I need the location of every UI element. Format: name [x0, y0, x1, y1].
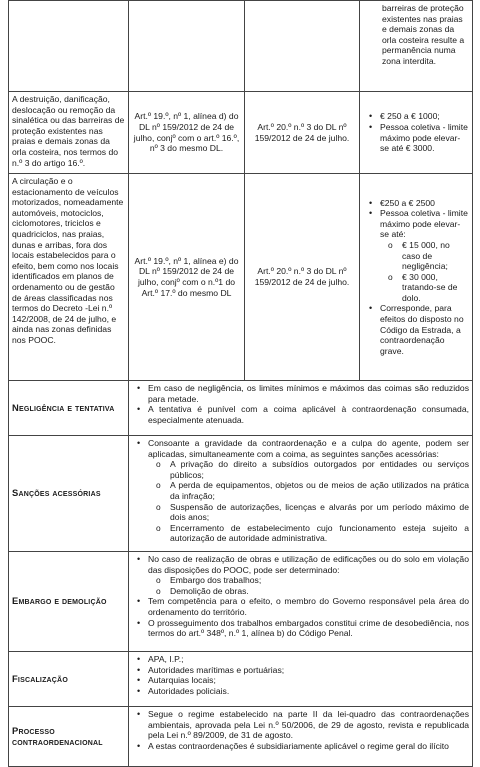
- table-row: [9, 1, 473, 92]
- table-cell: [129, 1, 245, 92]
- offense-description: A destruição, danificação, deslocação ou remoção da sinalética ou das barreiras de proteção existentes nas praias e demais zonas da orla costeira, nos termos do n.º 3 do artigo 16.º.: [9, 92, 129, 174]
- penalty-reference: Art.º 20.º n.º 3 do DL nº 159/2012 de 24 de julho.: [245, 174, 360, 381]
- document-page: [8, 0, 472, 767]
- sub-list-item: o Demolição de obras.: [170, 586, 469, 597]
- section-title: Negligência e tentativa: [9, 381, 129, 436]
- list-item-text: No caso de realização de obras e utilização de edificações ou do solo em violação das disposições do POOC, pode ser determinado:: [148, 554, 469, 575]
- section-title: Fiscalização: [9, 652, 129, 707]
- penalty-reference: Art.º 20.º n.º 3 do DL nº 159/2012 de 24 de julho.: [245, 92, 360, 174]
- section-title: Sanções acessórias: [9, 436, 129, 552]
- table-row: [9, 174, 473, 381]
- sub-list-item: o € 15 000, no caso de negligência;: [402, 240, 469, 272]
- offense-description: A circulação e o estacionamento de veículos motorizados, nomeadamente automóveis, motociclos, ciclomotores, triciclos e quadriciclos, nas praias, dunas e arribas, fora dos locais estabelecidos para o efeito, bem como nos locais identificados em planos de ordenamento ou de gestão de áreas classificadas nos termos do Decreto -Lei n.º 142/2008, de 24 de julho, e ainda nas zonas definidas nos POOC.: [9, 174, 129, 381]
- table-cell: [360, 1, 473, 92]
- sub-list-item: o Suspensão de autorizações, licenças e alvarás por um período máximo de dois anos;: [170, 502, 469, 523]
- sub-list-item: o A perda de equipamentos, objetos ou de meios de ação utilizados na prática da infração;: [170, 480, 469, 501]
- section-title: Processo contraordenacional: [9, 707, 129, 767]
- list-item: • Autoridades policiais.: [148, 686, 469, 697]
- list-item: [148, 554, 469, 596]
- list-item: [380, 208, 469, 303]
- list-item: • Autarquias locais;: [148, 675, 469, 686]
- list-item: • A tentativa é punível com a coima aplicável à contraordenação consumada, especialmente atenuada.: [148, 404, 469, 425]
- legal-reference: Art.º 19.º, nº 1, alínea e) do DL nº 159/2012 de 24 de julho, conjº com o n.º1 do Art.º 17.º do mesmo DL: [129, 174, 245, 381]
- list-item-text: Consoante a gravidade da contraordenação e a culpa do agente, podem ser aplicadas, simultaneamente com a coima, as seguintes sanções acessórias:: [148, 438, 469, 459]
- table-row: [9, 652, 473, 707]
- sub-list-item: o A privação do direito a subsídios outorgados por entidades ou serviços públicos;: [170, 459, 469, 480]
- infractions-table: [8, 0, 473, 381]
- table-row: [9, 436, 473, 552]
- list-item: • Tem competência para o efeito, o membro do Governo responsável pela área do ordenamento do território.: [148, 596, 469, 617]
- sub-list-item: o € 30 000, tratando-se de dolo.: [402, 272, 469, 304]
- list-item: [148, 438, 469, 544]
- regime-table: [8, 380, 473, 767]
- section-content: [129, 552, 473, 652]
- fine-amounts: [360, 174, 473, 381]
- cell-text: barreiras de proteção existentes nas praias e demais zonas da orla costeira resulte a permanência numa zona interdita.: [382, 3, 465, 66]
- legal-reference: Art.º 19.º, nº 1, alínea d) do DL nº 159/2012 de 24 de julho, conjº com o art.º 16.º, nº 3 do mesmo DL.: [129, 92, 245, 174]
- section-content: [129, 436, 473, 552]
- list-item: • Corresponde, para efeitos do disposto no Código da Estrada, a contraordenação grave.: [380, 303, 469, 356]
- fine-amounts: [360, 92, 473, 174]
- list-item: • € 250 a € 1000;: [380, 111, 469, 122]
- table-row: [9, 552, 473, 652]
- list-item: • APA, I.P.;: [148, 654, 469, 665]
- list-item-text: Pessoa coletiva - limite máximo pode elevar-se até:: [380, 208, 468, 240]
- sub-list-item: o Encerramento de estabelecimento cujo funcionamento esteja sujeito a autorização de autoridade administrativa.: [170, 523, 469, 544]
- section-title: Embargo e demolição: [9, 552, 129, 652]
- list-item: • O prosseguimento dos trabalhos embargados constitui crime de desobediência, nos termos do art.º 348º, n.º 1, alínea b) do Código Penal.: [148, 618, 469, 639]
- table-row: [9, 92, 473, 174]
- table-cell: [9, 1, 129, 92]
- table-row: [9, 381, 473, 436]
- sub-list-item: o Embargo dos trabalhos;: [170, 575, 469, 586]
- list-item: • A estas contraordenações é subsidiariamente aplicável o regime geral do ilícito: [148, 741, 469, 752]
- section-content: [129, 707, 473, 767]
- list-item: • €250 a € 2500: [380, 198, 469, 209]
- list-item: • Segue o regime estabelecido na parte II da lei-quadro das contraordenações ambientais, aprovada pela Lei n.º 50/2006, de 29 de agosto, revista e republicada pela Lei n.º 89/2009, de 31 de agosto.: [148, 709, 469, 741]
- list-item: • Autoridades marítimas e portuárias;: [148, 665, 469, 676]
- list-item: • Pessoa coletiva - limite máximo pode elevar-se até € 3000.: [380, 122, 469, 154]
- section-content: [129, 652, 473, 707]
- table-cell: [245, 1, 360, 92]
- list-item: • Em caso de negligência, os limites mínimos e máximos das coimas são reduzidos para metade.: [148, 383, 469, 404]
- section-content: [129, 381, 473, 436]
- table-row: [9, 707, 473, 767]
